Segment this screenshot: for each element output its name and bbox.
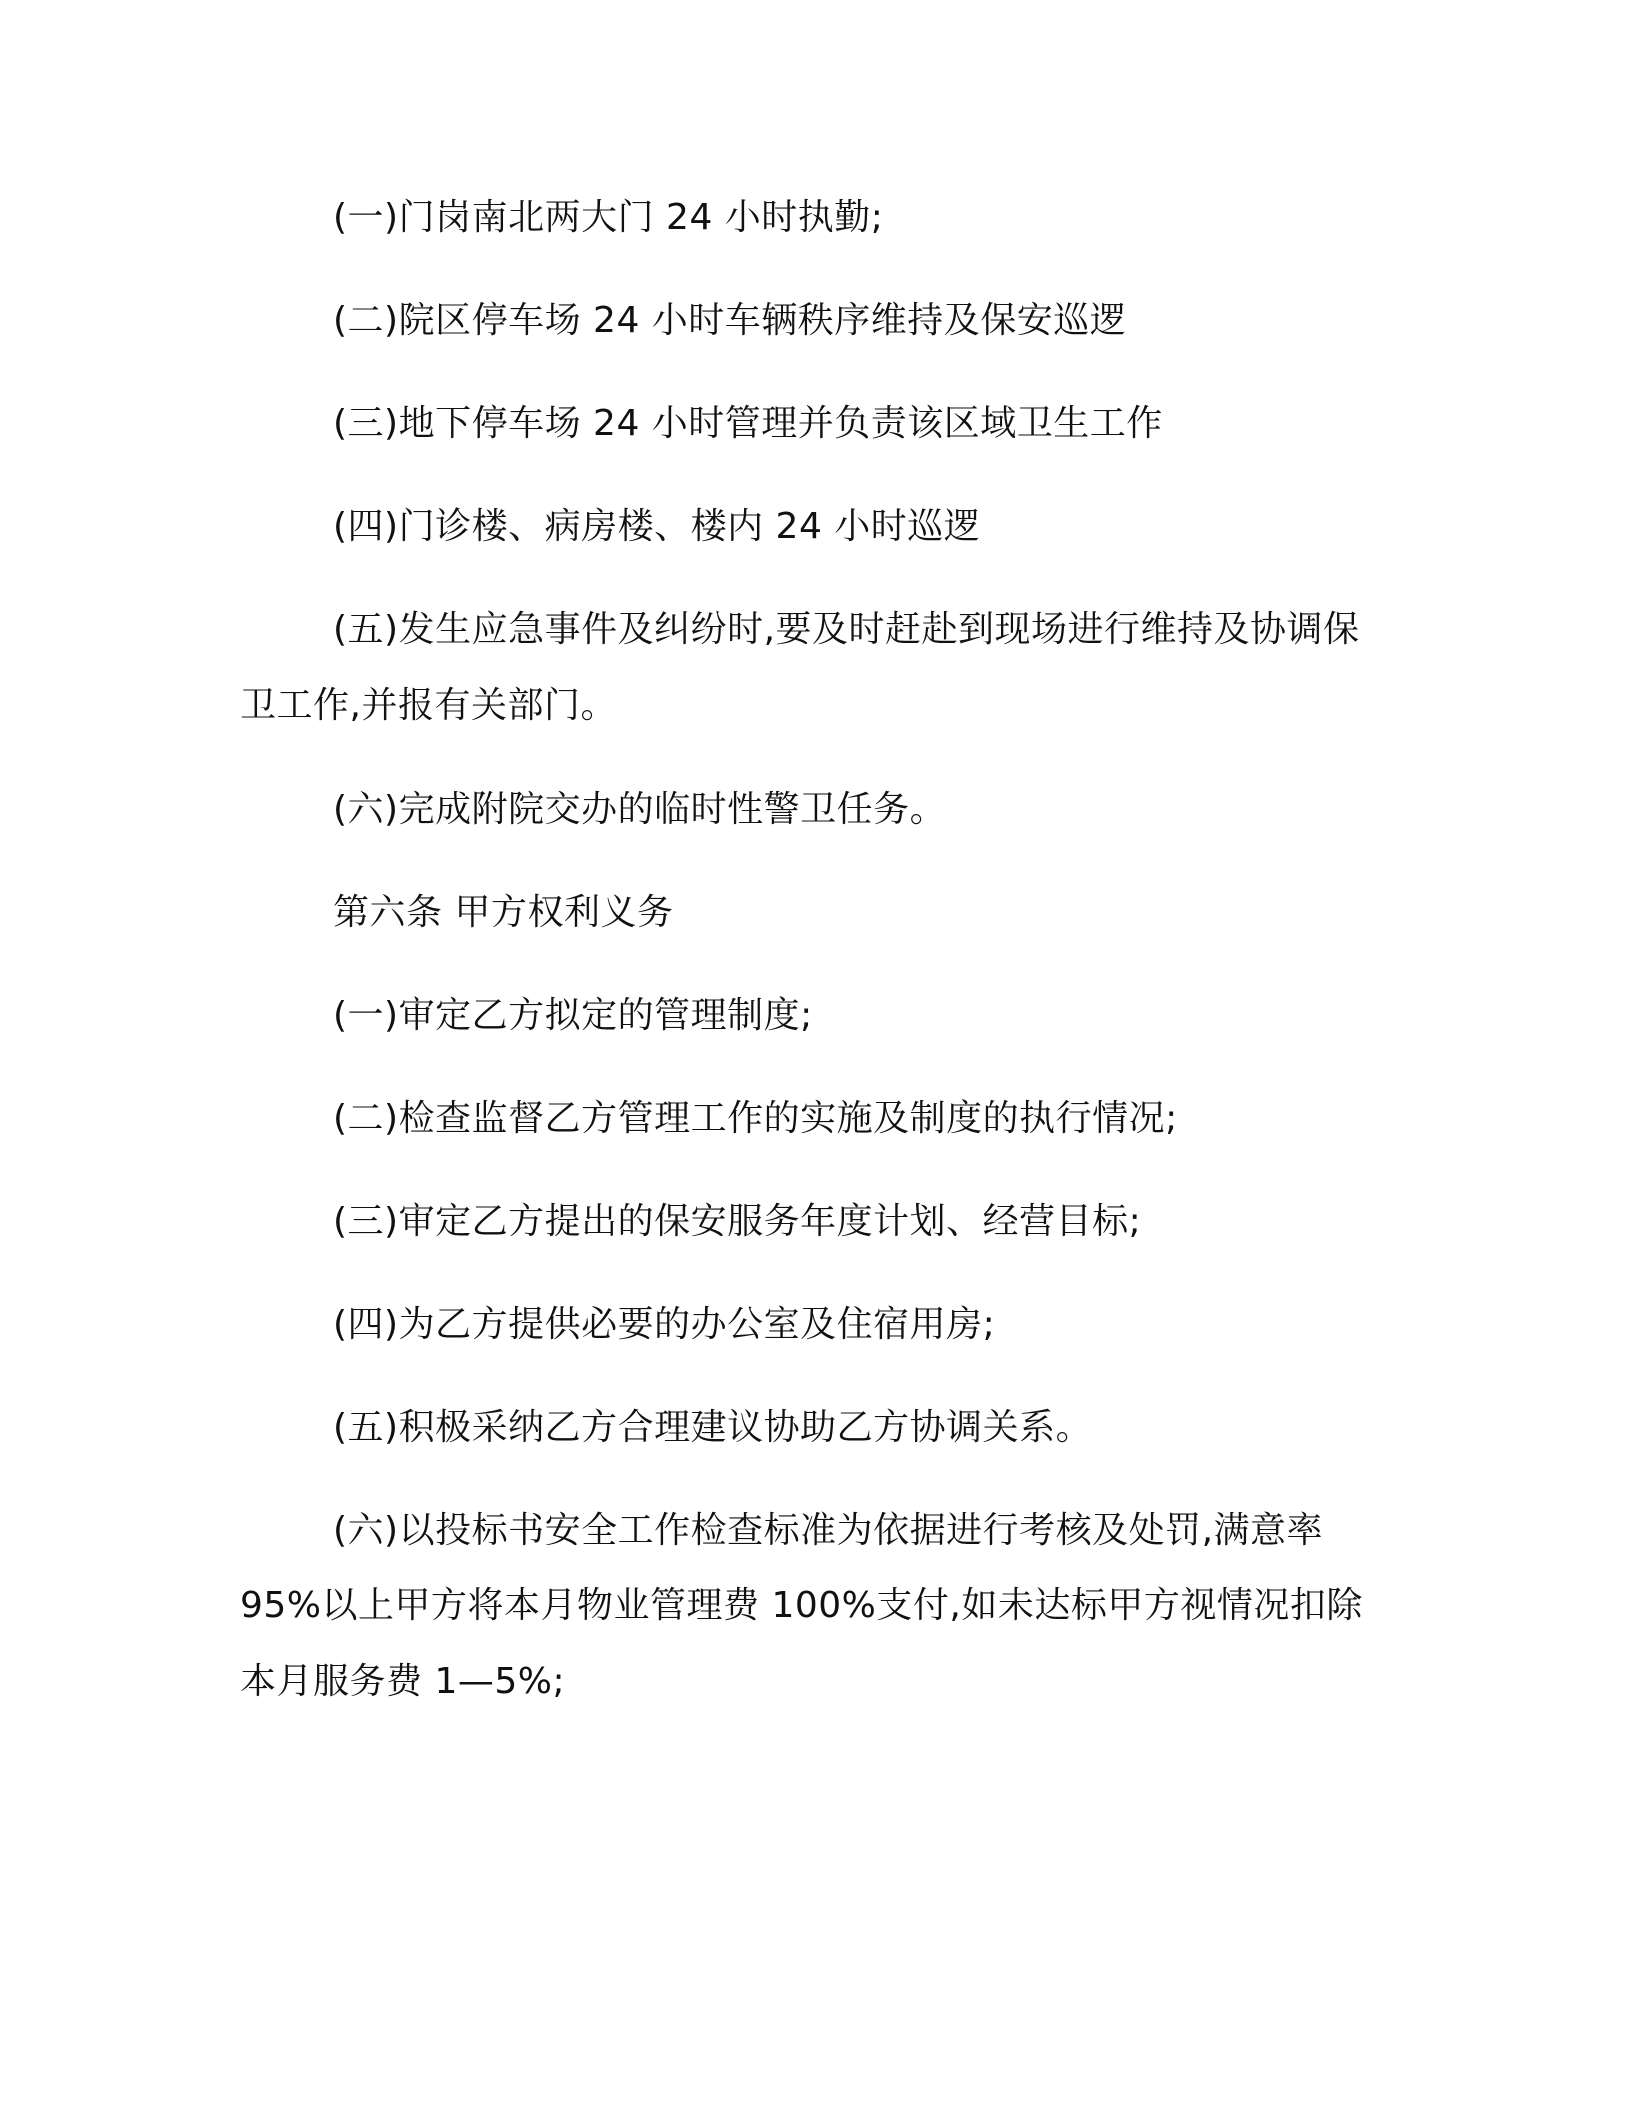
paragraph-line: 本月服务费 1—5%; xyxy=(240,1661,566,1702)
section-heading: 第六条 甲方权利义务 xyxy=(333,892,674,933)
paragraph-line: (一)门岗南北两大门 24 小时执勤; xyxy=(333,197,884,238)
paragraph-line: (二)院区停车场 24 小时车辆秩序维持及保安巡逻 xyxy=(333,300,1127,341)
paragraph-line: (五)发生应急事件及纠纷时,要及时赶赴到现场进行维持及协调保 xyxy=(333,609,1360,650)
paragraph-line: 卫工作,并报有关部门。 xyxy=(240,685,617,726)
paragraph-line: (二)检查监督乙方管理工作的实施及制度的执行情况; xyxy=(333,1098,1178,1139)
paragraph-line: (三)地下停车场 24 小时管理并负责该区域卫生工作 xyxy=(333,403,1163,444)
paragraph-line: (四)为乙方提供必要的办公室及住宿用房; xyxy=(333,1304,996,1345)
paragraph-line: (五)积极采纳乙方合理建议协助乙方协调关系。 xyxy=(333,1407,1093,1448)
paragraph-line: (四)门诊楼、病房楼、楼内 24 小时巡逻 xyxy=(333,506,981,547)
paragraph-line: (一)审定乙方拟定的管理制度; xyxy=(333,995,813,1036)
paragraph-line: (六)完成附院交办的临时性警卫任务。 xyxy=(333,789,947,830)
paragraph-line: 95%以上甲方将本月物业管理费 100%支付,如未达标甲方视情况扣除 xyxy=(240,1585,1363,1626)
paragraph-line: (六)以投标书安全工作检查标准为依据进行考核及处罚,满意率 xyxy=(333,1510,1324,1551)
paragraph-line: (三)审定乙方提出的保安服务年度计划、经营目标; xyxy=(333,1201,1142,1242)
